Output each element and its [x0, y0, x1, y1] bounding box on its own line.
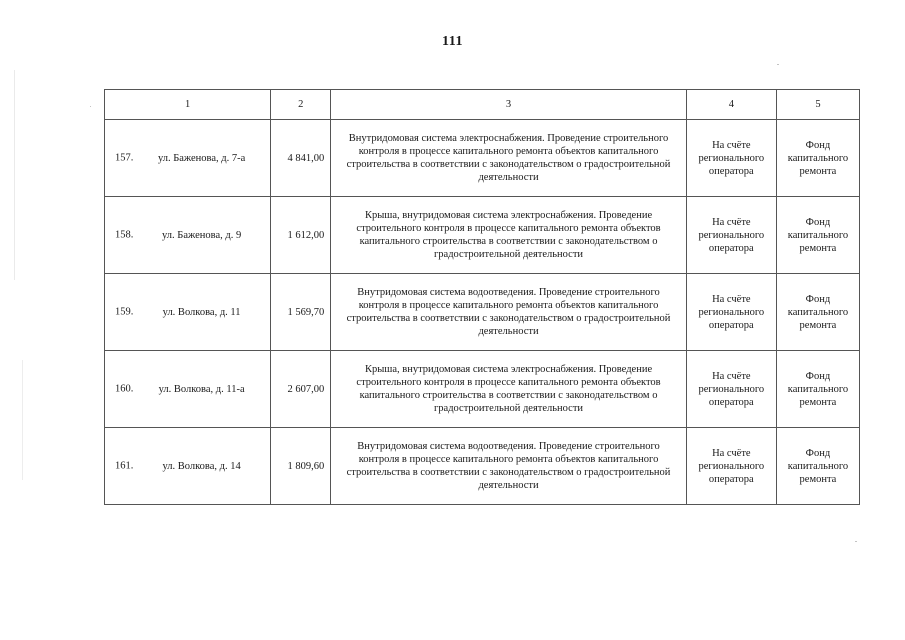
table-row	[105, 197, 860, 274]
header-row	[105, 90, 860, 120]
table-row	[105, 351, 860, 428]
table-row	[105, 274, 860, 351]
table-body	[105, 120, 860, 505]
address-cell	[105, 351, 271, 428]
table-header	[105, 90, 860, 120]
account-cell: На счёте регионального оператора	[686, 274, 776, 351]
funding-source-cell: Фонд капитального ремонта	[776, 120, 859, 197]
funding-source-cell: Фонд капитального ремонта	[776, 351, 859, 428]
account-cell: На счёте регионального оператора	[686, 351, 776, 428]
scan-mark	[14, 70, 15, 280]
row-address: ул. Волкова, д. 11-а	[158, 383, 245, 395]
funding-source-cell: Фонд капитального ремонта	[776, 274, 859, 351]
header-col-1: 1	[105, 90, 271, 120]
row-address: ул. Волкова, д. 14	[162, 460, 241, 472]
work-description-cell: Внутридомовая система электроснабжения. Проведение строительного контроля в процессе капитального ремонта объектов капитального строительства в соответствии с законодательством о градостроительной деятельности	[331, 120, 686, 197]
funding-source-cell: Фонд капитального ремонта	[776, 428, 859, 505]
row-number: 161.	[115, 460, 134, 472]
account-cell: На счёте регионального оператора	[686, 428, 776, 505]
address-cell	[105, 428, 271, 505]
header-col-3: 3	[331, 90, 686, 120]
cost-cell: 4 841,00	[271, 120, 331, 197]
table-row	[105, 428, 860, 505]
funding-source-cell: Фонд капитального ремонта	[776, 197, 859, 274]
row-address: ул. Баженова, д. 9	[162, 229, 242, 241]
scan-mark	[855, 541, 857, 542]
address-cell	[105, 197, 271, 274]
scan-mark	[90, 106, 91, 107]
row-address: ул. Баженова, д. 7-а	[157, 152, 246, 164]
account-cell: На счёте регионального оператора	[686, 120, 776, 197]
header-col-2: 2	[271, 90, 331, 120]
header-col-5: 5	[776, 90, 859, 120]
scan-mark	[777, 64, 779, 65]
table-row	[105, 120, 860, 197]
row-number: 157.	[115, 152, 134, 164]
works-table	[104, 89, 860, 505]
page-number: 111	[442, 34, 463, 49]
work-description-cell: Внутридомовая система водоотведения. Проведение строительного контроля в процессе капитального ремонта объектов капитального строительства в соответствии с законодательством о градостроительной деятельности	[331, 428, 686, 505]
cost-cell: 2 607,00	[271, 351, 331, 428]
work-description-cell: Крыша, внутридомовая система электроснабжения. Проведение строительного контроля в процессе капитального ремонта объектов капитального строительства в соответствии с законодательством о градостроительной деятельности	[331, 197, 686, 274]
address-cell	[105, 274, 271, 351]
row-address: ул. Волкова, д. 11	[162, 306, 241, 318]
row-number: 158.	[115, 229, 134, 241]
scan-mark	[22, 360, 23, 480]
work-description-cell: Крыша, внутридомовая система электроснабжения. Проведение строительного контроля в процессе капитального ремонта объектов капитального строительства в соответствии с законодательством о градостроительной деятельности	[331, 351, 686, 428]
cost-cell: 1 612,00	[271, 197, 331, 274]
work-description-cell: Внутридомовая система водоотведения. Проведение строительного контроля в процессе капитального ремонта объектов капитального строительства в соответствии с законодательством о градостроительной деятельности	[331, 274, 686, 351]
cost-cell: 1 569,70	[271, 274, 331, 351]
row-number: 159.	[115, 306, 134, 318]
header-col-4: 4	[686, 90, 776, 120]
account-cell: На счёте регионального оператора	[686, 197, 776, 274]
address-cell	[105, 120, 271, 197]
cost-cell: 1 809,60	[271, 428, 331, 505]
row-number: 160.	[115, 383, 134, 395]
